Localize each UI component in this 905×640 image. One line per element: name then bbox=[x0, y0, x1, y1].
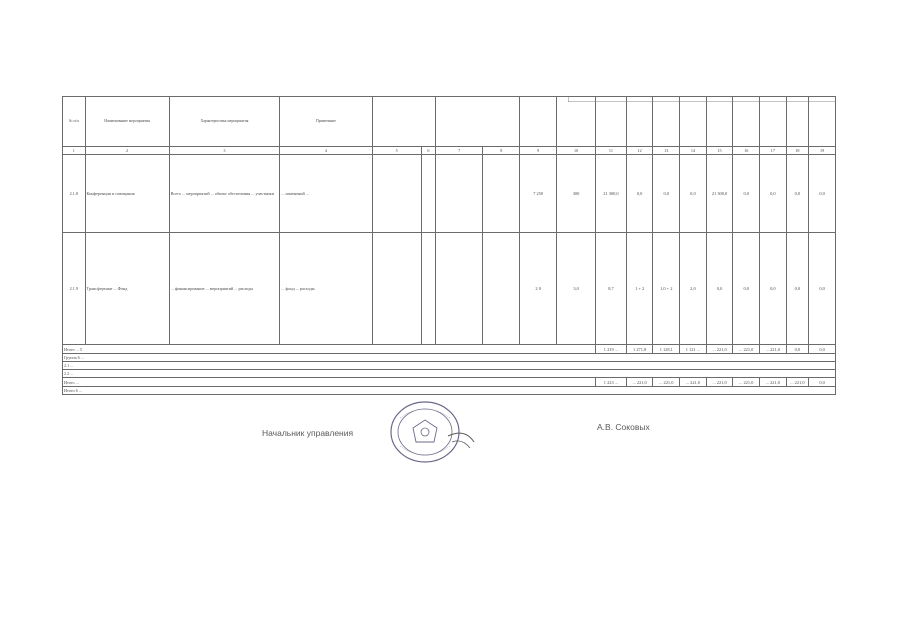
subtotal-value: ... 221,0 bbox=[760, 345, 787, 354]
signature-name: А.В. Соковых bbox=[597, 422, 650, 432]
subtotal-row bbox=[63, 345, 836, 354]
total-value: ... 221,0 bbox=[706, 378, 733, 387]
cell-value: 0,0 bbox=[760, 233, 787, 345]
table-row bbox=[63, 233, 836, 345]
footer-row bbox=[63, 370, 836, 378]
subtotal-value: 1 121 ... bbox=[680, 345, 707, 354]
column-numbers-row bbox=[63, 147, 836, 155]
cell-value: 21 300,0 bbox=[596, 155, 627, 233]
col-number: 18 bbox=[786, 147, 809, 155]
row-name: Трансфертные ... Фонд bbox=[85, 233, 169, 345]
total-value: 0,0 bbox=[809, 378, 836, 387]
col-number: 13 bbox=[653, 147, 680, 155]
data-table bbox=[62, 96, 836, 395]
row-description: ... финансирование ... мероприятий ... расходы bbox=[169, 233, 280, 345]
total-value: ... 221,0 bbox=[760, 378, 787, 387]
signature-title: Начальник управления bbox=[262, 428, 354, 438]
row-description: Всего ... мероприятий ... объект обеспечения ... участники bbox=[169, 155, 280, 233]
col-number: 1 bbox=[63, 147, 86, 155]
col-number: 5 bbox=[372, 147, 421, 155]
cell-empty bbox=[436, 233, 483, 345]
table-row bbox=[63, 155, 836, 233]
col-number: 2 bbox=[85, 147, 169, 155]
subtotal-value: 1 271,8 bbox=[626, 345, 653, 354]
header-note: Примечание bbox=[280, 97, 372, 147]
cell-value: 0,0 bbox=[733, 233, 760, 345]
col-number: 7 bbox=[436, 147, 483, 155]
cell-value: 1 + 2 bbox=[626, 233, 653, 345]
subtotal-value: 0,0 bbox=[809, 345, 836, 354]
footer-line: 2.1 ... bbox=[63, 362, 836, 370]
header-description: Характеристика мероприятия bbox=[169, 97, 280, 147]
cell-value: 7 250 bbox=[520, 155, 557, 233]
footer-line: 2.2 ... bbox=[63, 370, 836, 378]
cell-value: 0,0 bbox=[786, 233, 809, 345]
row-number: 2.1.8 bbox=[63, 155, 86, 233]
col-number: 8 bbox=[483, 147, 520, 155]
footer-row bbox=[63, 387, 836, 395]
subtotal-value: ... 221,0 bbox=[706, 345, 733, 354]
cell-value: 21 300,0 bbox=[706, 155, 733, 233]
header-l bbox=[786, 97, 809, 147]
col-number: 16 bbox=[733, 147, 760, 155]
total-value: 1 223 ... bbox=[596, 378, 627, 387]
total-value: ... 221,0 bbox=[786, 378, 809, 387]
col-number: 6 bbox=[421, 147, 435, 155]
subtotal-value: 1 219 ... bbox=[596, 345, 627, 354]
cell-value: 0,0 bbox=[786, 155, 809, 233]
subtotal-value: ... 221,0 bbox=[733, 345, 760, 354]
cell-value: 0,0 bbox=[653, 155, 680, 233]
cell-value: 0,0 bbox=[626, 155, 653, 233]
header-m bbox=[809, 97, 836, 147]
footer-line: Группа 6 ... bbox=[63, 354, 836, 362]
col-number: 10 bbox=[557, 147, 596, 155]
cell-value: 1,0 + 2 bbox=[653, 233, 680, 345]
header-group-b bbox=[436, 97, 520, 147]
header-k bbox=[760, 97, 787, 147]
col-number: 9 bbox=[520, 147, 557, 155]
cell-empty bbox=[372, 233, 421, 345]
row-name: Конференции и совещания bbox=[85, 155, 169, 233]
cell-value: 2 0 bbox=[520, 233, 557, 345]
total-value: ... 221,0 bbox=[680, 378, 707, 387]
col-number: 15 bbox=[706, 147, 733, 155]
cell-value: 0,0 bbox=[706, 233, 733, 345]
header-c bbox=[520, 97, 557, 147]
official-seal-icon bbox=[370, 398, 480, 466]
col-number: 17 bbox=[760, 147, 787, 155]
cell-value: 0,0 bbox=[733, 155, 760, 233]
header-group-a bbox=[372, 97, 436, 147]
cell-empty bbox=[483, 155, 520, 233]
cell-value: 0,0 bbox=[680, 155, 707, 233]
header-h bbox=[680, 97, 707, 147]
footer-line: Итого ... bbox=[63, 378, 596, 387]
subtotal-value: 0,0 bbox=[786, 345, 809, 354]
cell-empty bbox=[436, 155, 483, 233]
cell-empty bbox=[421, 233, 435, 345]
row-note: ... фонд ... расходы bbox=[280, 233, 372, 345]
header-name: Наименование мероприятия bbox=[85, 97, 169, 147]
cell-value: 0,0 bbox=[760, 155, 787, 233]
cell-empty bbox=[421, 155, 435, 233]
footer-line: Итого 6 ... bbox=[63, 387, 836, 395]
cell-value: 3,0 bbox=[557, 233, 596, 345]
header-i bbox=[706, 97, 733, 147]
col-number: 19 bbox=[809, 147, 836, 155]
col-number: 11 bbox=[596, 147, 627, 155]
cell-empty bbox=[483, 233, 520, 345]
footer-row bbox=[63, 362, 836, 370]
cell-value: 2,0 bbox=[680, 233, 707, 345]
total-value: ... 221,0 bbox=[653, 378, 680, 387]
cell-empty bbox=[372, 155, 421, 233]
header-d bbox=[557, 97, 596, 147]
header-j bbox=[733, 97, 760, 147]
subtotal-value: 1 128,1 bbox=[653, 345, 680, 354]
header-no: № п/п bbox=[63, 97, 86, 147]
col-number: 3 bbox=[169, 147, 280, 155]
row-note: ... изменений ... bbox=[280, 155, 372, 233]
header-e bbox=[596, 97, 627, 147]
cell-value: 8,7 bbox=[596, 233, 627, 345]
total-value: ... 221,0 bbox=[733, 378, 760, 387]
total-value: ... 221,0 bbox=[626, 378, 653, 387]
header-g bbox=[653, 97, 680, 147]
cell-value: 300 bbox=[557, 155, 596, 233]
cell-value: 0,0 bbox=[809, 155, 836, 233]
footer-row bbox=[63, 354, 836, 362]
footer-line: Итого ... 5 bbox=[63, 345, 596, 354]
col-number: 4 bbox=[280, 147, 372, 155]
row-number: 2.1.9 bbox=[63, 233, 86, 345]
header-f bbox=[626, 97, 653, 147]
col-number: 14 bbox=[680, 147, 707, 155]
total-row bbox=[63, 378, 836, 387]
col-number: 12 bbox=[626, 147, 653, 155]
cell-value: 0,0 bbox=[809, 233, 836, 345]
table-header-row bbox=[63, 97, 836, 147]
